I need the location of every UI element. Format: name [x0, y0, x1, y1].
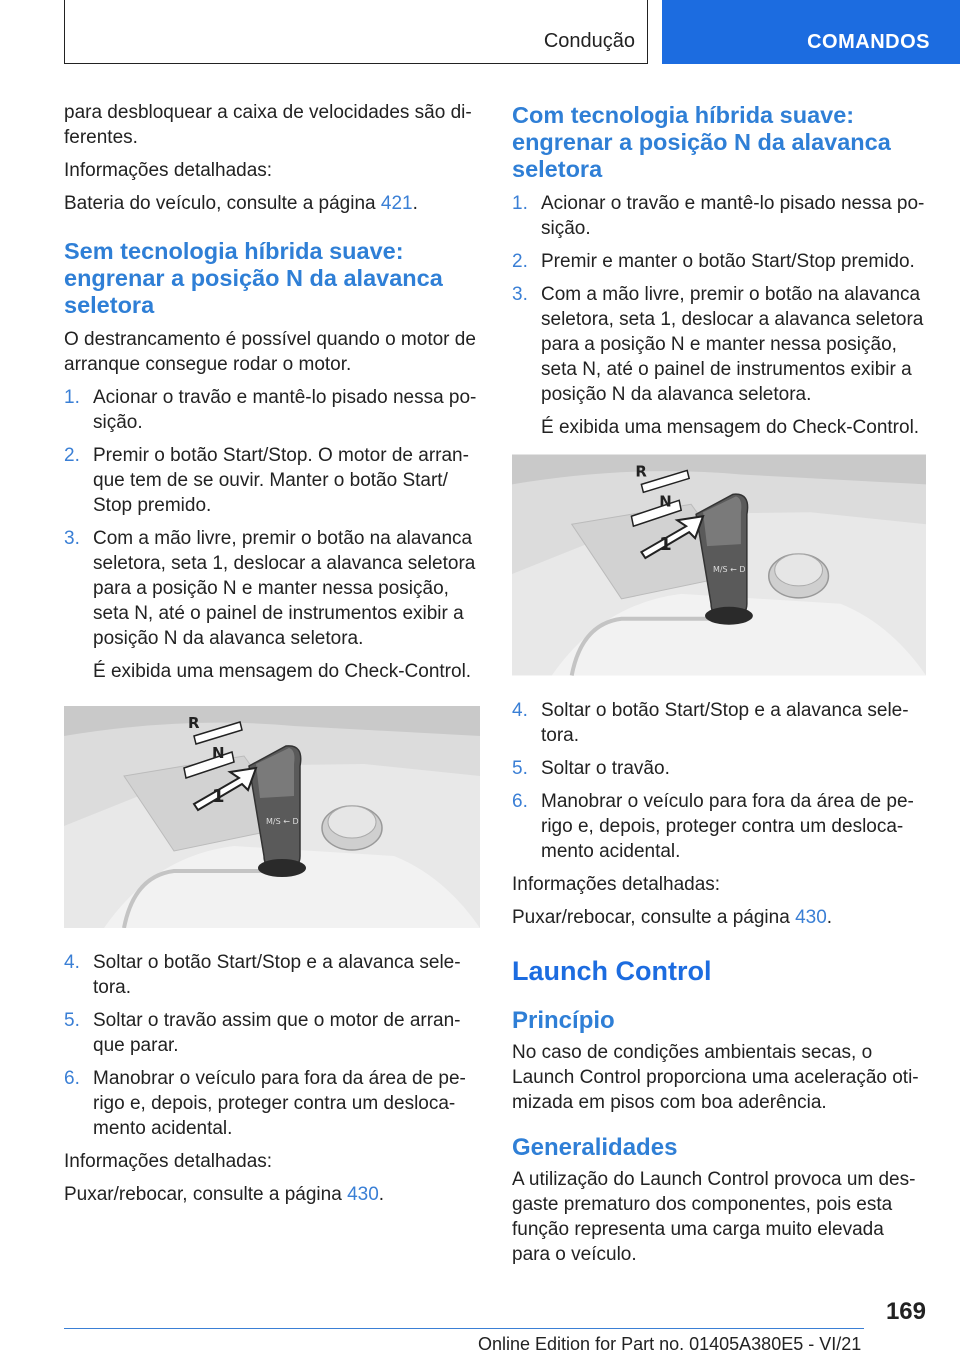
list-item: [64, 443, 480, 518]
step-number: 2.: [512, 251, 528, 272]
header-section-title: Condução: [543, 30, 635, 52]
reference-text: Bateria do veículo, consulte a página: [64, 193, 381, 214]
list-item: [64, 1066, 480, 1141]
step-number: 6.: [512, 791, 528, 812]
page-number: 169: [885, 1298, 926, 1325]
step-text-block: [93, 526, 480, 684]
page-link-421[interactable]: 421: [380, 193, 413, 214]
gear-marks-label: M/S ← D: [266, 817, 299, 826]
step-number: 1.: [512, 193, 528, 214]
list-item: [512, 789, 926, 864]
principle-text: No caso de condições ambientais secas, o Launch Control proporciona uma aceleração oti‐ mizada em pisos com boa aderência.: [512, 1042, 919, 1113]
step-text: Com a mão livre, premir o botão na alavanca seletora, seta 1, deslocar a alavanca seletora para a posição N e manter nessa posição, seta N, até o painel de instrumentos exibir a posição N da alavanca seletora.: [541, 284, 924, 405]
step-number: 1.: [64, 387, 80, 408]
launch-control-title: Launch Control: [512, 956, 712, 986]
gear-marks-label: M/S ← D: [713, 564, 746, 574]
info-label: Informações detalhadas:: [64, 160, 273, 181]
step-note: É exibida uma mensagem do Check-Control.: [93, 661, 472, 682]
section-heading-no-hybrid: Sem tecnologia híbrida suave: engrenar a posição N da alavanca seletora: [64, 238, 443, 318]
footer-divider: [64, 1328, 864, 1329]
step-text: Com a mão livre, premir o botão na alavanca seletora, seta 1, deslocar a alavanca seletora para a posição N e manter nessa posição, seta N, até o painel de instrumentos exibir a posição N da alavanca seletora.: [93, 528, 476, 649]
towing-reference: [64, 1182, 480, 1207]
step-number: 2.: [64, 445, 80, 466]
arrow-label-r: R: [635, 462, 647, 481]
reference-text: Puxar/rebocar, consulte a página: [512, 907, 796, 928]
steps-list: [64, 385, 480, 684]
list-item: [512, 282, 926, 440]
step-text: Premir o botão Start/Stop. O motor de arran‐ que tem de se ouvir. Manter o botão Start/ Stop premido.: [93, 445, 469, 516]
reference-end: .: [412, 193, 418, 214]
reference-end: .: [826, 907, 833, 928]
header-chapter-tab[interactable]: [662, 0, 960, 64]
step-number: 4.: [64, 952, 80, 973]
step-text-block: [541, 282, 926, 440]
right-column: [512, 100, 926, 1275]
step-text: Soltar o botão Start/Stop e a alavanca sele‐ tora.: [541, 700, 909, 746]
reference-end: .: [378, 1184, 385, 1205]
list-item: [64, 950, 480, 1000]
arrow-label-1: 1: [212, 786, 225, 807]
step-text: Premir e manter o botão Start/Stop premido.: [541, 251, 915, 272]
step-number: 5.: [64, 1010, 80, 1031]
list-item: [512, 249, 926, 274]
step-number: 4.: [512, 700, 528, 721]
steps-list-continued: [64, 950, 480, 1141]
list-item: [64, 385, 480, 435]
section-heading-mild-hybrid: Com tecnologia híbrida suave: engrenar a posição N da alavanca seletora: [512, 102, 891, 182]
list-item: [64, 1008, 480, 1058]
arrow-label-n: N: [659, 492, 672, 511]
step-text: Soltar o travão assim que o motor de arran‐ que parar.: [93, 1010, 461, 1056]
step-number: 3.: [64, 528, 80, 549]
step-text: Manobrar o veículo para fora da área de pe‐ rigo e, depois, proteger contra um desloca‐ mento acidental.: [93, 1068, 466, 1139]
gear-selector-illustration: [64, 706, 480, 928]
list-item: [512, 191, 926, 241]
header-section-box: [64, 0, 648, 64]
steps-list: [512, 191, 926, 440]
arrow-label-1: 1: [659, 534, 672, 556]
step-text: Soltar o botão Start/Stop e a alavanca sele‐ tora.: [93, 952, 461, 998]
step-number: 3.: [512, 284, 528, 305]
step-text: Soltar o travão.: [541, 758, 670, 779]
arrow-label-r: R: [188, 714, 200, 732]
list-item: [64, 526, 480, 684]
general-heading: Generalidades: [512, 1134, 678, 1161]
towing-reference: [512, 905, 926, 930]
gear-selector-illustration: [512, 454, 926, 676]
section-lead: O destrancamento é possível quando o motor de arranque consegue rodar o motor.: [64, 329, 476, 375]
reference-text: Puxar/rebocar, consulte a página: [64, 1184, 348, 1205]
info-label: Informações detalhadas:: [64, 1151, 273, 1172]
step-note: É exibida uma mensagem do Check-Control.: [541, 417, 920, 438]
general-text: A utilização do Launch Control provoca um des‐ gaste prematuro dos componentes, pois esta função representa uma carga muito elevada para o veículo.: [512, 1169, 916, 1265]
gear-selector-drawing: [64, 706, 480, 928]
list-item: [512, 756, 926, 781]
step-number: 6.: [64, 1068, 80, 1089]
arrow-label-n: N: [212, 744, 225, 762]
intro-paragraph: para desbloquear a caixa de velocidades são di‐ ferentes.: [64, 102, 472, 148]
principle-heading: Princípio: [512, 1007, 615, 1034]
left-column: [64, 100, 480, 1215]
page-link-430[interactable]: 430: [347, 1184, 379, 1205]
step-number: 5.: [512, 758, 528, 779]
edition-info: Online Edition for Part no. 01405A380E5 - VI/21: [478, 1334, 862, 1354]
header-chapter-title: COMANDOS: [807, 31, 930, 53]
step-text: Acionar o travão e mantê-lo pisado nessa po‐ sição.: [541, 193, 925, 239]
info-label: Informações detalhadas:: [512, 874, 721, 895]
steps-list-continued: [512, 698, 926, 864]
gear-selector-drawing: [512, 454, 926, 676]
battery-reference: [64, 191, 480, 216]
step-text: Manobrar o veículo para fora da área de pe‐ rigo e, depois, proteger contra um desloca‐ mento acidental.: [541, 791, 914, 862]
list-item: [512, 698, 926, 748]
page-link-430[interactable]: 430: [795, 907, 827, 928]
step-text: Acionar o travão e mantê-lo pisado nessa po‐ sição.: [93, 387, 477, 433]
